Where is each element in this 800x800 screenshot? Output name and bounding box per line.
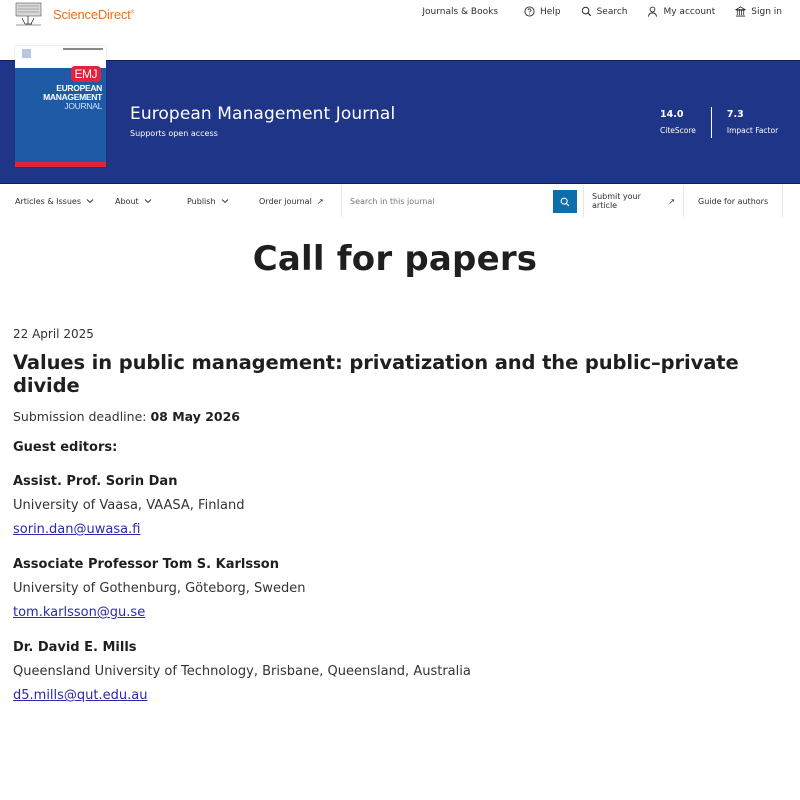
editor-entry xyxy=(13,474,793,538)
chevron-down-icon xyxy=(221,198,229,204)
brand-name: ScienceDirect® xyxy=(53,6,135,22)
my-account-link[interactable] xyxy=(647,6,715,17)
journal-metrics xyxy=(660,109,778,138)
submit-article-label: Submit your article xyxy=(592,192,641,210)
guide-for-authors-link[interactable] xyxy=(683,185,783,217)
journal-banner xyxy=(0,60,800,184)
cover-title: EUROPEAN MANAGEMENT JOURNAL xyxy=(43,83,102,111)
sign-in-label: Sign in xyxy=(751,6,782,17)
publish-date: 22 April 2025 xyxy=(13,327,94,341)
top-nav xyxy=(422,6,782,17)
guide-for-authors-label: Guide for authors xyxy=(698,196,769,206)
publish-dropdown[interactable] xyxy=(187,185,229,217)
journal-title[interactable]: European Management Journal xyxy=(130,104,396,124)
journal-cover-image[interactable] xyxy=(15,46,106,167)
metrics-divider xyxy=(711,107,712,138)
person-icon xyxy=(647,6,658,17)
about-label: About xyxy=(115,196,139,206)
help-circle-icon xyxy=(524,6,535,17)
journals-books-link[interactable] xyxy=(422,7,498,17)
institution-icon xyxy=(735,6,746,17)
cfp-title: Values in public management: privatization and the public–private divide xyxy=(13,351,739,397)
submission-deadline xyxy=(13,409,793,424)
citescore-metric[interactable] xyxy=(660,109,696,138)
chevron-down-icon xyxy=(86,198,94,204)
about-dropdown[interactable] xyxy=(115,185,152,217)
impact-factor-value: 7.3 xyxy=(726,109,744,120)
deadline-date: 08 May 2026 xyxy=(150,409,240,424)
editor-name: Assist. Prof. Sorin Dan xyxy=(13,474,178,489)
my-account-label: My account xyxy=(663,6,716,17)
order-journal-link[interactable] xyxy=(259,185,324,217)
cover-volume-line xyxy=(63,48,103,50)
sciencedirect-logo[interactable] xyxy=(14,2,134,26)
external-link-icon: ↗ xyxy=(316,196,324,206)
impact-factor-metric[interactable] xyxy=(727,109,778,138)
journal-search-input[interactable] xyxy=(342,197,547,206)
call-for-papers-content xyxy=(13,327,793,704)
citescore-value: 14.0 xyxy=(660,109,684,120)
search-icon xyxy=(560,197,570,207)
editor-affiliation: University of Vaasa, VAASA, Finland xyxy=(13,498,245,513)
journal-search xyxy=(341,185,582,217)
page-title: Call for papers xyxy=(252,239,538,279)
top-header xyxy=(0,0,800,60)
journal-search-button[interactable] xyxy=(553,190,577,213)
search-icon xyxy=(581,6,592,17)
editor-entry xyxy=(13,557,793,621)
journals-books-label: Journals & Books xyxy=(422,6,499,17)
chevron-down-icon xyxy=(144,198,152,204)
search-link[interactable] xyxy=(581,6,628,17)
cover-publisher-logo xyxy=(22,49,31,58)
order-journal-label: Order journal xyxy=(259,196,312,206)
impact-factor-label: Impact Factor xyxy=(726,126,779,135)
submit-article-link[interactable] xyxy=(583,185,683,217)
guest-editors-heading: Guest editors: xyxy=(13,440,118,455)
citescore-label: CiteScore xyxy=(660,126,696,135)
editor-name: Associate Professor Tom S. Karlsson xyxy=(13,557,279,572)
open-access-label: Supports open access xyxy=(130,129,218,138)
help-label: Help xyxy=(540,6,561,17)
deadline-label: Submission deadline: xyxy=(13,409,151,424)
sign-in-link[interactable] xyxy=(735,6,782,17)
journal-navbar xyxy=(0,185,800,217)
cover-header xyxy=(15,46,106,68)
external-link-icon: ↗ xyxy=(668,196,675,206)
editor-email-link[interactable]: d5.mills@qut.edu.au xyxy=(13,688,148,703)
editor-affiliation: Queensland University of Technology, Brisbane, Queensland, Australia xyxy=(13,664,471,679)
editor-entry xyxy=(13,640,793,704)
publish-label: Publish xyxy=(187,196,216,206)
articles-issues-label: Articles & Issues xyxy=(15,196,82,206)
articles-issues-dropdown[interactable] xyxy=(15,185,94,217)
cover-stripe xyxy=(15,162,106,167)
elsevier-tree-icon xyxy=(14,2,43,26)
editor-affiliation: University of Gothenburg, Göteborg, Sweden xyxy=(13,581,306,596)
editor-email-link[interactable]: sorin.dan@uwasa.fi xyxy=(13,522,141,537)
search-label: Search xyxy=(596,6,628,17)
cover-badge: EMJ xyxy=(71,66,102,82)
help-link[interactable] xyxy=(524,6,561,17)
editor-name: Dr. David E. Mills xyxy=(13,640,137,655)
editor-email-link[interactable]: tom.karlsson@gu.se xyxy=(13,605,146,620)
